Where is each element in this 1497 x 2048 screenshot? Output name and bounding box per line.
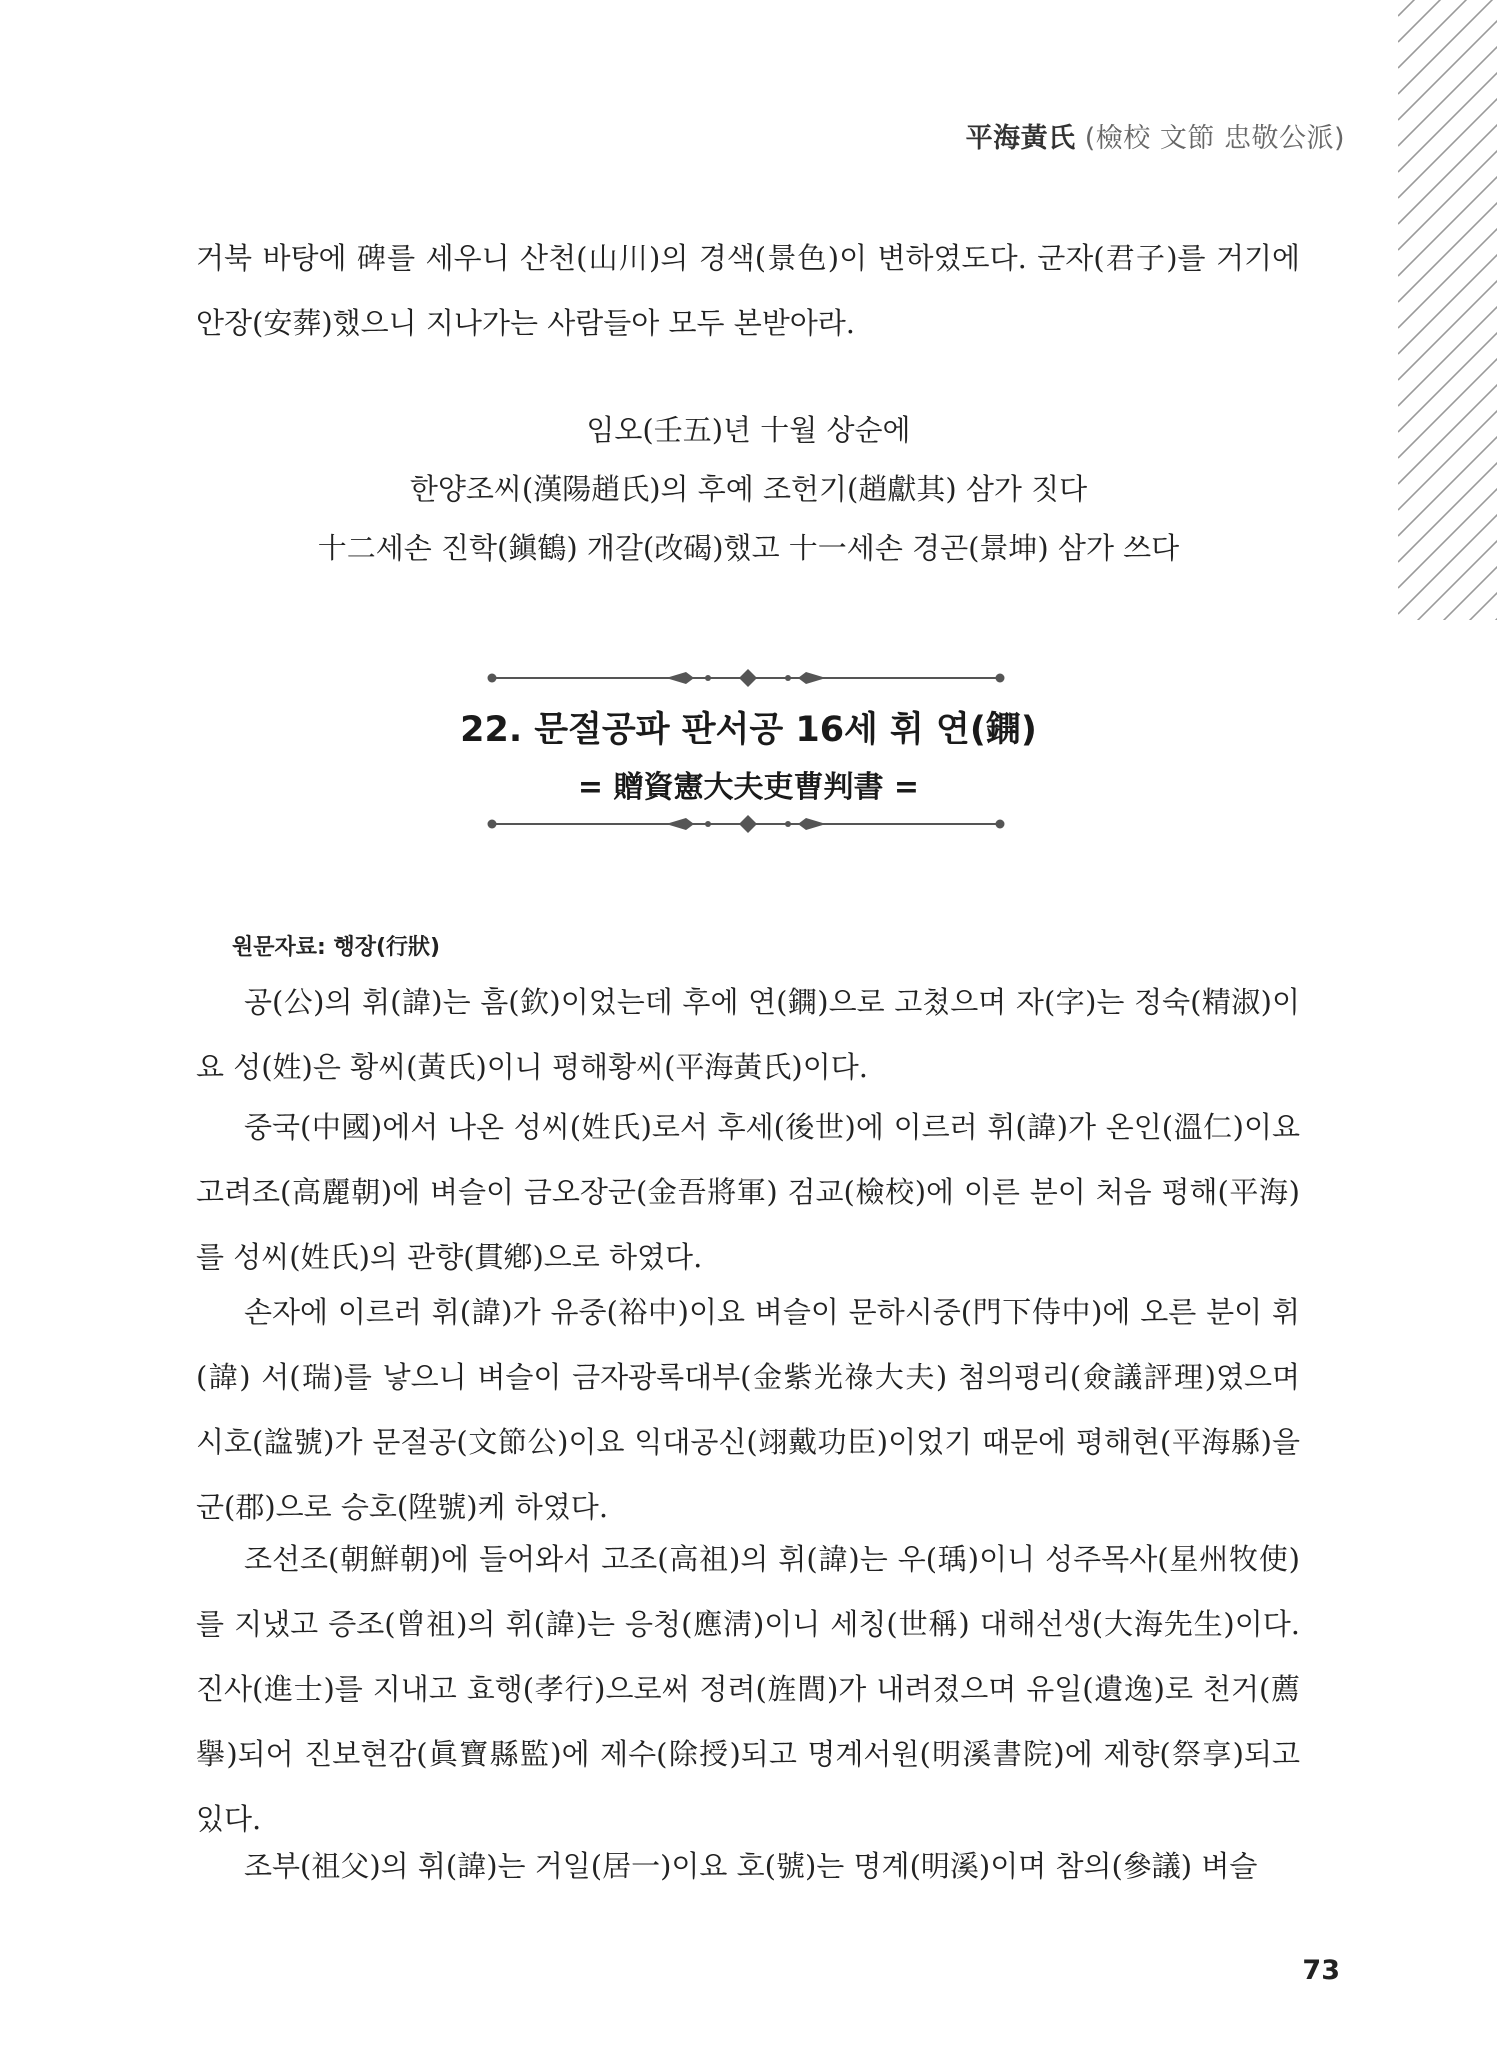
source-label: 원문자료: 행장(行狀) (232, 935, 441, 960)
body-paragraph-2: 중국(中國)에서 나온 성씨(姓氏)로서 후세(後世)에 이르러 휘(諱)가 온인(溫仁)이요 고려조(高麗朝)에 벼슬이 금오장군(金吾將軍) 검교(檢校)에 이른 분이 처음 평해(平海)를 성씨(姓氏)의 관향(貫鄕)으로 하였다. (196, 1110, 1300, 1274)
section-title: 22. 문절공파 판서공 16세 휘 연(鐦) (460, 710, 1037, 750)
colophon-line-3: 十二세손 진학(鎭鶴) 개갈(改碣)했고 十一세손 경곤(景坤) 삼가 쓰다 (317, 531, 1180, 565)
body-paragraph-1: 공(公)의 휘(諱)는 흠(欽)이었는데 후에 연(鐦)으로 고쳤으며 자(字)는 정숙(精淑)이요 성(姓)은 황씨(黃氏)이니 평해황씨(平海黃氏)이다. (196, 985, 1300, 1084)
body-paragraph-3: 손자에 이르러 휘(諱)가 유중(裕中)이요 벼슬이 문하시중(門下侍中)에 오른 분이 휘(諱) 서(瑞)를 낳으니 벼슬이 금자광록대부(金紫光祿大夫) 첨의평리(僉議評理)였으며 시호(諡號)가 문절공(文節公)이요 익대공신(翊戴功臣)이었기 때문에 평해현(平海縣)을 군(郡)으로 승호(陞號)케 하였다. (196, 1295, 1300, 1524)
ornament-divider-top (486, 666, 1006, 690)
section-subtitle: = 贈資憲大夫吏曹判書 = (577, 770, 920, 805)
ornament-divider-bottom (486, 812, 1006, 836)
page-number: 73 (1302, 1955, 1340, 1986)
body-paragraph-4: 조선조(朝鮮朝)에 들어와서 고조(高祖)의 휘(諱)는 우(瑀)이니 성주목사(星州牧使)를 지냈고 증조(曾祖)의 휘(諱)는 응청(應淸)이니 세칭(世稱) 대해선생(大海先生)이다. 진사(進士)를 지내고 효행(孝行)으로써 정려(旌閭)가 내려졌으며 유일(遺逸)로 천거(薦擧)되어 진보현감(眞寶縣監)에 제수(除授)되고 명계서원(明溪書院)에 제향(祭享)되고 있다. (196, 1542, 1300, 1836)
running-header-light: (檢校 文節 忠敬公派) (1084, 123, 1345, 154)
running-header-bold: 平海黃氏 (965, 123, 1076, 154)
decorative-stripes (1398, 0, 1497, 620)
intro-paragraph: 거북 바탕에 碑를 세우니 산천(山川)의 경색(景色)이 변하였도다. 군자(君子)를 거기에 안장(安葬)했으니 지나가는 사람들아 모두 본받아라. (196, 241, 1300, 340)
colophon-line-1: 임오(壬五)년 十월 상순에 (586, 413, 911, 447)
body-paragraph-5: 조부(祖父)의 휘(諱)는 거일(居一)이요 호(號)는 명계(明溪)이며 참의(參議) 벼슬 (244, 1849, 1258, 1883)
running-header (966, 116, 1345, 155)
colophon-line-2: 한양조씨(漢陽趙氏)의 후예 조헌기(趙獻其) 삼가 짓다 (409, 472, 1088, 506)
